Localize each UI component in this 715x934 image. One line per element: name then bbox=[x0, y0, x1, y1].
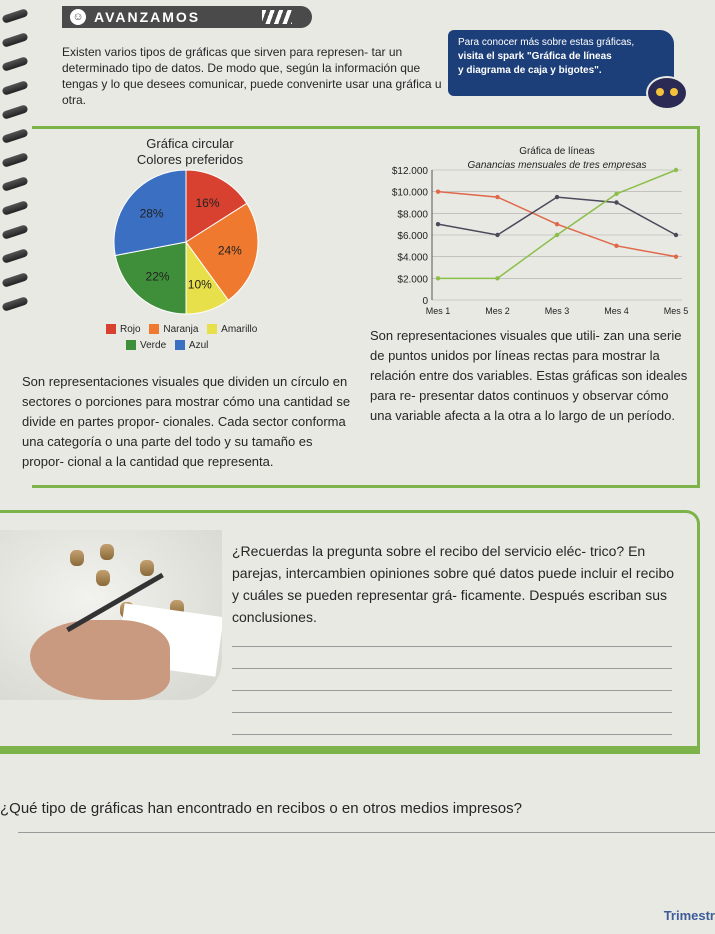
series-point-3 bbox=[436, 276, 440, 280]
legend-label-verde: Verde bbox=[140, 340, 167, 351]
series-point-3 bbox=[495, 276, 499, 280]
x-tick-label: Mes 4 bbox=[604, 306, 629, 316]
legend-label-naranja: Naranja bbox=[163, 324, 199, 335]
answer-line[interactable] bbox=[232, 734, 672, 735]
section-title: AVANZAMOS bbox=[94, 9, 201, 25]
intro-paragraph: Existen varios tipos de gráficas que sirven para represen- tar un determinado tipo de datos. De modo que, según la información que tengas y lo que desees comunicar, puede convenirte usar una gráfica u otra. bbox=[62, 45, 442, 107]
y-tick-label: $10.000 bbox=[391, 187, 428, 199]
series-point-2 bbox=[614, 200, 618, 204]
legend-swatch-naranja bbox=[149, 324, 159, 334]
pie-label-rojo: 16% bbox=[195, 195, 220, 210]
legend-label-amarillo: Amarillo bbox=[221, 324, 258, 335]
pie-label-azul: 28% bbox=[139, 206, 164, 221]
legend-label-azul: Azul bbox=[188, 340, 209, 351]
y-tick-label: $2.000 bbox=[397, 274, 428, 286]
y-tick-label: $6.000 bbox=[397, 231, 428, 242]
series-point-2 bbox=[436, 222, 440, 226]
x-tick-label: Mes 5 bbox=[663, 306, 689, 316]
legend-swatch-verde bbox=[126, 340, 136, 350]
people-icon: ☺ bbox=[70, 9, 86, 25]
pie-subtitle-line: Colores preferidos bbox=[136, 152, 244, 167]
answer-line[interactable] bbox=[232, 646, 672, 647]
pie-title-line: Gráfica circular bbox=[146, 136, 234, 151]
answer-line[interactable] bbox=[232, 712, 672, 713]
x-tick-label: Mes 1 bbox=[425, 306, 451, 316]
y-tick-label: $12.000 bbox=[391, 166, 428, 177]
series-point-2 bbox=[495, 233, 499, 237]
pie-chart bbox=[96, 168, 276, 318]
pie-legend bbox=[100, 322, 257, 354]
x-tick-label: Mes 3 bbox=[544, 306, 570, 316]
callout-line-1: Para conocer más sobre estas gráficas, bbox=[458, 37, 635, 48]
legend-swatch-rojo bbox=[106, 324, 116, 334]
question-text: ¿Qué tipo de gráficas han encontrado en recibos o en otros medios impresos? bbox=[0, 800, 522, 817]
pie-chart-title bbox=[100, 136, 280, 168]
series-point-1 bbox=[555, 222, 559, 226]
answer-line[interactable] bbox=[232, 690, 672, 691]
line-chart-subtitle: Ganancias mensuales de tres empresas bbox=[467, 160, 647, 171]
question-answer-line[interactable] bbox=[18, 832, 715, 833]
pie-chart-description: Son representaciones visuales que dividen un círculo en sectores o porciones para mostrar cómo una cantidad se divide en partes propor- cionales. Cada sector conforma una categoría o una parte del todo y su tamaño es propor- cional a la cantidad que representa. bbox=[22, 374, 351, 469]
activity-text: ¿Recuerdas la pregunta sobre el recibo del servicio eléc- trico? En parejas, intercambien opiniones sobre qué datos puede incluir el recibo y cuáles se pueden representar grá- ficamente. Después escriban sus conclusiones. bbox=[232, 543, 675, 625]
series-point-3 bbox=[555, 233, 559, 237]
header-stripes bbox=[262, 10, 292, 24]
legend-swatch-amarillo bbox=[207, 324, 217, 334]
footer-label: Trimestr bbox=[663, 908, 715, 923]
y-tick-label: 0 bbox=[422, 296, 428, 307]
line-chart-description: Son representaciones visuales que utili- zan una serie de puntos unidos por líneas rectas para mostrar la relación entre dos variables. Estas gráficas son ideales para re- presentar datos continuos y observar cómo una variable afecta a la otra a lo largo de un período. bbox=[370, 328, 688, 423]
series-line-2 bbox=[438, 197, 676, 235]
line-chart-title: Gráfica de líneas bbox=[519, 146, 595, 157]
series-point-3 bbox=[614, 192, 618, 196]
series-point-1 bbox=[674, 254, 678, 258]
series-point-3 bbox=[674, 168, 678, 172]
series-point-1 bbox=[495, 195, 499, 199]
spark-callout[interactable] bbox=[448, 30, 674, 96]
series-point-2 bbox=[674, 233, 678, 237]
y-tick-label: $8.000 bbox=[397, 209, 428, 221]
y-tick-label: $4.000 bbox=[397, 252, 428, 264]
legend-label-rojo: Rojo bbox=[120, 324, 141, 335]
pie-label-naranja: 24% bbox=[217, 243, 242, 258]
mascot-icon bbox=[646, 76, 688, 110]
series-point-2 bbox=[555, 195, 559, 199]
section-header bbox=[62, 6, 312, 28]
callout-line-2: visita el spark "Gráfica de líneas bbox=[458, 51, 612, 62]
answer-line[interactable] bbox=[232, 668, 672, 669]
receipt-photo bbox=[0, 530, 222, 700]
notebook-spiral bbox=[0, 0, 32, 360]
pie-label-amarillo: 10% bbox=[187, 277, 212, 292]
legend-swatch-azul bbox=[175, 340, 185, 350]
callout-line-3: y diagrama de caja y bigotes". bbox=[458, 65, 602, 76]
series-point-1 bbox=[436, 189, 440, 193]
series-point-1 bbox=[614, 244, 618, 248]
x-tick-label: Mes 2 bbox=[485, 306, 510, 316]
line-chart bbox=[360, 140, 690, 320]
pie-label-verde: 22% bbox=[145, 269, 170, 284]
